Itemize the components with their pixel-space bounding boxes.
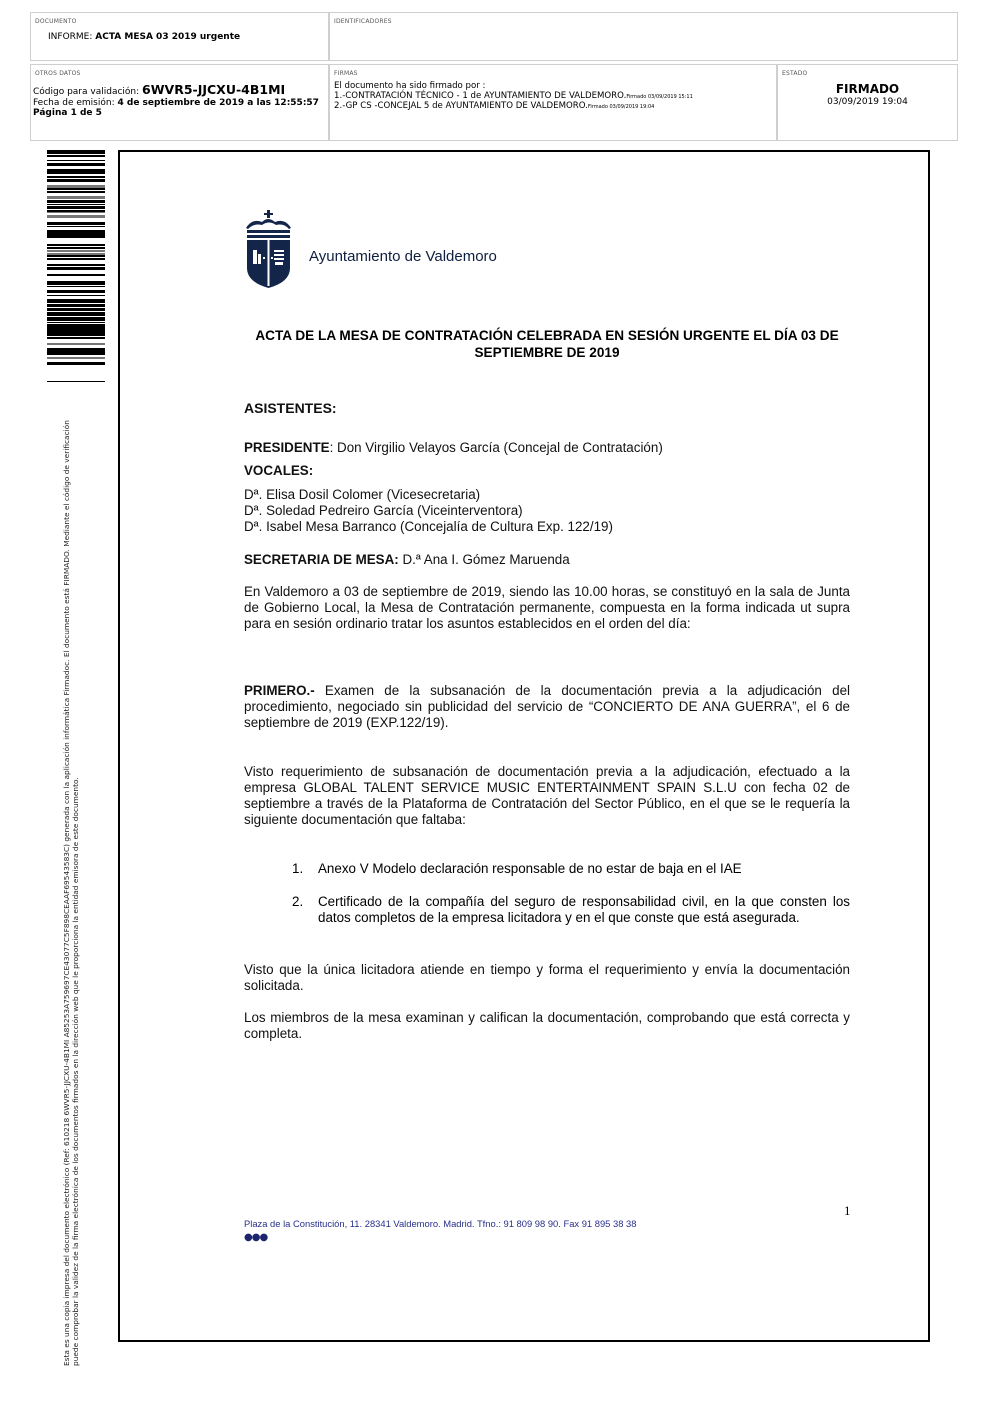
primero-text: Examen de la subsanación de la documentación previa a la adjudicación del procedimiento, negociado sin publicidad del servicio de “CONCIERTO DE ANA GUERRA”, el 6 de septiembre de 2019 (EXP.122/19).: [244, 683, 850, 730]
barcode-bar: [47, 207, 105, 209]
list-item: [292, 894, 850, 926]
signed-date: Firmado 03/09/2019 19:04: [587, 104, 655, 110]
list-number: 2.: [292, 894, 304, 909]
issue-date-label: Fecha de emisión:: [33, 97, 115, 108]
footer-dots-icon: ●●●: [244, 1232, 268, 1243]
barcode-bar: [47, 235, 105, 238]
side-note-line-2: puede comprobar la validez de la firma electrónica de los documentos firmados en la dirección web que le proporciona la entidad emisora de este documento.: [71, 777, 80, 1366]
otros-datos-label: OTROS DATOS: [35, 70, 81, 77]
barcode-bar: [47, 304, 105, 307]
barcode-bar: [47, 180, 105, 182]
vocales-list: [244, 487, 850, 535]
barcode-bar: [47, 337, 105, 339]
document-heading: [244, 327, 850, 361]
signer-row: [334, 102, 693, 113]
barcode-bar: [47, 188, 105, 190]
side-note-line-1: Esta es una copia impresa del documento electrónico (Ref: 610218 6WVR5-JJCXU-4B1MI A85253A759697CE43077C5F898CEAAF69543583C) generada con la aplicación informática Firmadoc. El documento está FIRMADO. Mediante el código de verificación: [62, 420, 71, 1366]
barcode-bar: [47, 200, 105, 203]
barcode-bar: [47, 171, 105, 174]
status-date: 03/09/2019 19:04: [827, 97, 908, 107]
presidente-row: [244, 440, 850, 456]
barcode-bar: [47, 226, 105, 227]
list-number: 1.: [292, 861, 304, 876]
identificadores-label: IDENTIFICADORES: [334, 18, 392, 25]
barcode-bar: [47, 308, 105, 311]
vocal-item: Dª. Isabel Mesa Barranco (Concejalía de Cultura Exp. 122/19): [244, 519, 613, 534]
list-text: Certificado de la compañía del seguro de responsabilidad civil, en la que consten los datos completos de la empresa licitadora y en el que conste que está asegurada.: [318, 894, 850, 925]
secretaria-label: SECRETARIA DE MESA:: [244, 552, 399, 567]
barcode-bar: [47, 204, 105, 205]
paragraph-atiende: Visto que la única licitadora atiende en tiempo y forma el requerimiento y envía la documentación solicitada.: [244, 962, 850, 993]
signed-date: Firmado 03/09/2019 15:11: [626, 93, 693, 100]
presidente-value: : Don Virgilio Velayos García (Concejal de Contratación): [329, 440, 663, 455]
page-indicator: Página 1 de 5: [33, 108, 102, 118]
barcode-bar: [47, 163, 105, 166]
estado-box: [777, 64, 958, 141]
barcode-bar: [47, 322, 105, 323]
barcode-bar: [47, 284, 105, 285]
barcode-bar: [47, 357, 105, 359]
barcode-bar: [47, 250, 105, 252]
barcode-bar: [47, 215, 105, 218]
vocal-item: Dª. Elisa Dosil Colomer (Vicesecretaria): [244, 487, 481, 502]
barcode-bar: [47, 286, 105, 287]
list-text: Anexo V Modelo declaración responsable de no estar de baja en el IAE: [318, 861, 742, 876]
issue-date: 4 de septiembre de 2019 a las 12:55:57: [117, 97, 319, 108]
barcode-bar: [47, 267, 105, 270]
document-name: ACTA MESA 03 2019 urgente: [95, 32, 241, 42]
primero-paragraph: [244, 683, 850, 731]
barcode-bar: [47, 258, 105, 260]
validation-code: 6WVR5-JJCXU-4B1MI: [142, 82, 286, 97]
vocal-item: Dª. Soledad Pedreiro García (Viceinterventora): [244, 503, 523, 518]
verification-side-note: [62, 420, 80, 1366]
barcode-bar: [47, 300, 105, 303]
status-badge: FIRMADO: [835, 82, 900, 96]
barcode-bar: [47, 295, 105, 296]
document-title: [48, 32, 240, 42]
document-type: INFORME:: [48, 32, 93, 42]
barcode-bar: [47, 353, 105, 355]
secretaria-value: D.ª Ana I. Gómez Maruenda: [398, 552, 570, 567]
validation-code-label: Código para validación:: [33, 87, 140, 97]
list-item: [292, 861, 850, 877]
organization-name: Ayuntamiento de Valdemoro: [309, 248, 497, 265]
barcode: [47, 150, 105, 388]
page-number: 1: [844, 1203, 851, 1218]
barcode-bar: [47, 343, 105, 345]
barcode-bar: [47, 334, 105, 336]
barcode-bar: [47, 160, 105, 161]
barcode-bar: [47, 264, 105, 266]
firmas-label: FIRMAS: [334, 70, 358, 77]
coat-of-arms-logo-icon: [244, 210, 294, 294]
asistentes-heading: ASISTENTES:: [244, 400, 337, 416]
barcode-bar: [47, 222, 105, 225]
paragraph-miembros: Los miembros de la mesa examinan y califican la documentación, comprobando que está correcta y completa.: [244, 1010, 850, 1041]
barcode-bar: [47, 318, 105, 321]
barcode-bar: [47, 381, 105, 382]
heading-line-1: ACTA DE LA MESA DE CONTRATACIÓN CELEBRADA EN SESIÓN URGENTE EL DÍA 03 DE: [255, 328, 839, 343]
footer-address: Plaza de la Constitución, 11. 28341 Valdemoro. Madrid. Tfno.: 91 809 98 90. Fax 91 895 38 38: [244, 1218, 637, 1229]
barcode-bar: [47, 244, 105, 246]
documento-box: [30, 12, 329, 61]
barcode-bar: [47, 255, 105, 257]
paragraph-opening: En Valdemoro a 03 de septiembre de 2019, siendo las 10.00 horas, se constituyó en la sala de Junta de Gobierno Local, la Mesa de Contratación permanente, compuesta en la forma indicada ut supra para en sesión ordinario tratar los asuntos establecidos en el orden del día:: [244, 584, 850, 631]
primero-label: PRIMERO.-: [244, 683, 315, 698]
identificadores-box: [329, 12, 958, 61]
barcode-bar: [47, 152, 105, 154]
signer-name: 2.-GP CS -CONCEJAL 5 de AYUNTAMIENTO DE VALDEMORO.: [334, 101, 588, 111]
barcode-bar: [47, 212, 105, 213]
paragraph-requerimiento: Visto requerimiento de subsanación de documentación previa a la adjudicación, efectuado a la empresa GLOBAL TALENT SERVICE MUSIC ENTERTAINMENT SPAIN S.L.U con fecha 02 de septiembre a través de la Plataforma de Contratación del Sector Público, en el que se le requería la siguiente documentación que faltaba:: [244, 764, 850, 827]
firmas-box: [329, 64, 777, 141]
signatures-intro: El documento ha sido firmado por :: [334, 81, 486, 91]
barcode-bar: [47, 292, 105, 293]
validation-code-row: [33, 82, 319, 98]
otros-datos-box: [30, 64, 329, 141]
barcode-bar: [47, 362, 105, 365]
signer-name: 1.-CONTRATACIÓN TÉCNICO - 1 de AYUNTAMIENTO DE VALDEMORO.: [334, 90, 627, 101]
heading-line-2: SEPTIEMBRE DE 2019: [474, 345, 620, 360]
barcode-bar: [47, 191, 105, 193]
barcode-bar: [47, 274, 105, 276]
issue-date-row: [33, 98, 319, 109]
secretaria-row: [244, 552, 850, 568]
barcode-bar: [47, 196, 105, 199]
barcode-bar: [47, 155, 105, 157]
documento-label: DOCUMENTO: [35, 18, 77, 25]
vocales-heading: VOCALES:: [244, 463, 314, 478]
estado-label: ESTADO: [782, 70, 808, 77]
barcode-bar: [47, 247, 105, 249]
barcode-bar: [47, 315, 105, 316]
barcode-bar: [47, 176, 105, 178]
presidente-label: PRESIDENTE: [244, 440, 330, 455]
